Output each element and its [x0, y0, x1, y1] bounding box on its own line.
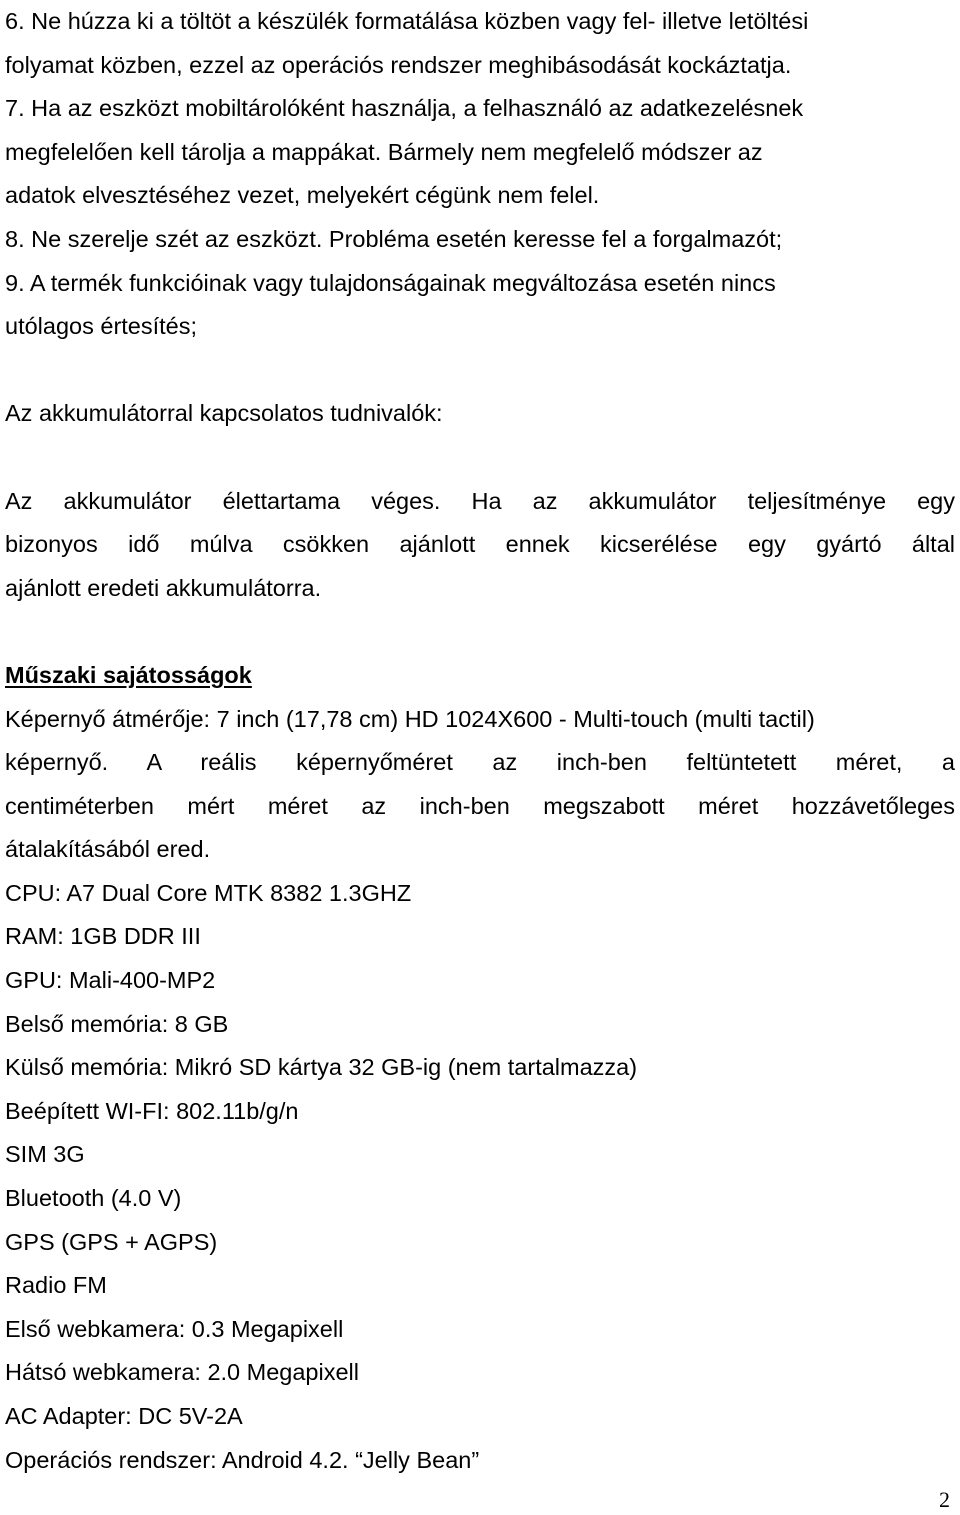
- note-line: 9. A termék funkcióinak vagy tulajdonságainak megváltozása esetén nincs: [5, 269, 776, 296]
- spec-item: Belső memória: 8 GB: [5, 1010, 229, 1037]
- spacer: [5, 610, 955, 654]
- screen-line: centiméterben mért méret az inch-ben megszabott méret hozzávetőleges: [5, 792, 955, 819]
- specs-heading: Műszaki sajátosságok: [5, 661, 252, 688]
- spacer: [5, 436, 955, 480]
- battery-line: ajánlott eredeti akkumulátorra.: [5, 574, 322, 601]
- spec-item: Radio FM: [5, 1272, 107, 1299]
- document-page: [5, 0, 955, 1482]
- spec-item: GPU: Mali-400-MP2: [5, 967, 216, 994]
- notes-section: [5, 0, 955, 349]
- battery-line: bizonyos idő múlva csökken ajánlott ennek kicserélése egy gyártó által: [5, 531, 955, 558]
- screen-line: átalakításából ered.: [5, 836, 211, 863]
- spec-item: Bluetooth (4.0 V): [5, 1185, 182, 1212]
- note-line: 6. Ne húzza ki a töltöt a készülék formatálása közben vagy fel- illetve letöltési: [5, 8, 809, 34]
- spec-item: Első webkamera: 0.3 Megapixell: [5, 1315, 344, 1342]
- spec-item: AC Adapter: DC 5V-2A: [5, 1403, 243, 1429]
- spec-item: CPU: A7 Dual Core MTK 8382 1.3GHZ: [5, 879, 412, 906]
- spec-item: SIM 3G: [5, 1141, 85, 1168]
- screen-line: Képernyő átmérője: 7 inch (17,78 cm) HD 1024X600 - Multi-touch (multi tactil): [5, 705, 815, 732]
- spec-item: RAM: 1GB DDR III: [5, 923, 201, 950]
- spec-item: Hátsó webkamera: 2.0 Megapixell: [5, 1359, 359, 1386]
- page-number: 2: [939, 1487, 950, 1512]
- spec-item: Külső memória: Mikró SD kártya 32 GB-ig (nem tartalmazza): [5, 1054, 638, 1081]
- spec-item: Beépített WI-FI: 802.11b/g/n: [5, 1097, 299, 1124]
- note-line: 7. Ha az eszközt mobiltárolóként használja, a felhasználó az adatkezelésnek: [5, 95, 804, 122]
- note-line: adatok elvesztéséhez vezet, melyekért cégünk nem felel.: [5, 182, 600, 209]
- spec-item: Operációs rendszer: Android 4.2. “Jelly Bean”: [5, 1446, 480, 1473]
- note-line: utólagos értesítés;: [5, 313, 198, 340]
- battery-section: [5, 480, 955, 611]
- specs-list: [5, 872, 955, 1482]
- spacer: [5, 349, 955, 393]
- note-line: 8. Ne szerelje szét az eszközt. Probléma esetén keresse fel a forgalmazót;: [5, 225, 783, 252]
- note-line: folyamat közben, ezzel az operációs rendszer meghibásodását kockáztatja.: [5, 51, 792, 78]
- note-line: megfelelően kell tárolja a mappákat. Bármely nem megfelelő módszer az: [5, 138, 763, 165]
- screen-line: képernyő. A reális képernyőméret az inch-ben feltüntetett méret, a: [5, 749, 955, 776]
- battery-heading: Az akkumulátorral kapcsolatos tudnivalók:: [5, 400, 443, 427]
- screen-section: [5, 698, 955, 872]
- spec-item: GPS (GPS + AGPS): [5, 1228, 218, 1255]
- battery-line: Az akkumulátor élettartama véges. Ha az akkumulátor teljesítménye egy: [5, 487, 955, 514]
